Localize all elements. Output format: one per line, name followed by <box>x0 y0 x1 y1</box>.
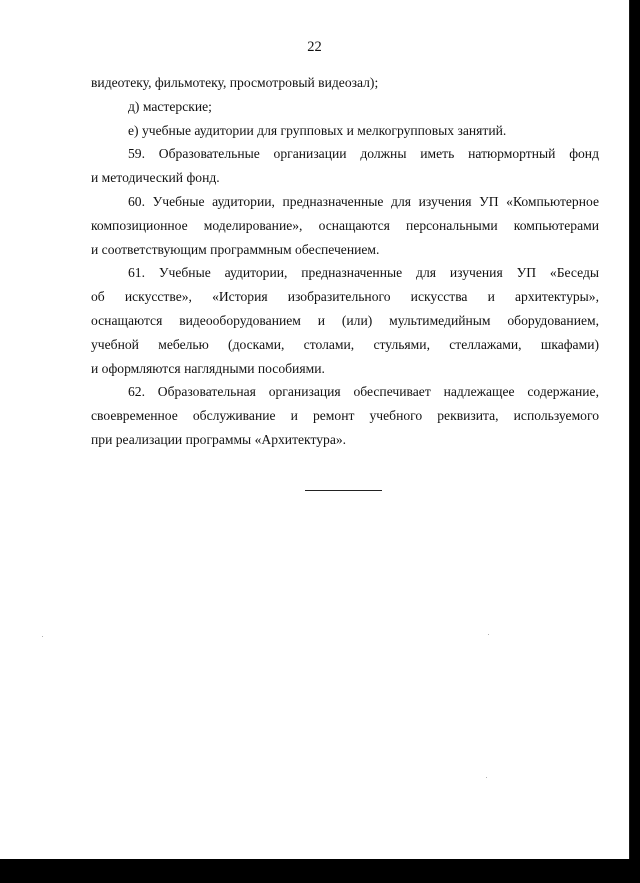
paragraph-61-line: учебной мебелью (досками, столами, стульями, стеллажами, шкафами) <box>91 336 599 352</box>
page-body <box>91 71 599 452</box>
paragraph-60-line: композиционное моделирование», оснащаются персональными компьютерами <box>91 217 599 233</box>
scan-speck <box>42 636 43 637</box>
paragraph-60-line: и соответствующим программным обеспечением. <box>91 241 380 257</box>
paragraph-61-line: 61. Учебные аудитории, предназначенные для изучения УП «Беседы <box>128 265 599 281</box>
page-number: 22 <box>307 39 322 55</box>
list-item-d: д) мастерские; <box>128 98 212 114</box>
scan-speck <box>488 634 489 635</box>
paragraph-61-line: об искусстве», «История изобразительного искусства и архитектуры», <box>91 289 599 305</box>
paragraph-62-line: своевременное обслуживание и ремонт учебного реквизита, используемого <box>91 408 599 424</box>
paragraph-61-line: оснащаются видеооборудованием и (или) мультимедийным оборудованием, <box>91 312 599 328</box>
list-item-e: е) учебные аудитории для групповых и мелкогрупповых занятий. <box>128 122 507 138</box>
text-line: видеотеку, фильмотеку, просмотровый видеозал); <box>91 75 379 90</box>
paragraph-59-line: и методический фонд. <box>91 170 220 186</box>
closing-rule <box>305 490 382 491</box>
paragraph-59-line: 59. Образовательные организации должны иметь натюрмортный фонд <box>128 146 599 162</box>
paragraph-60-line: 60. Учебные аудитории, предназначенные для изучения УП «Компьютерное <box>128 193 599 209</box>
paragraph-62-line: при реализации программы «Архитектура». <box>91 431 347 447</box>
scan-speck <box>486 777 487 778</box>
paragraph-62-line: 62. Образовательная организация обеспечивает надлежащее содержание, <box>128 384 599 400</box>
paragraph-61-line: и оформляются наглядными пособиями. <box>91 360 325 376</box>
